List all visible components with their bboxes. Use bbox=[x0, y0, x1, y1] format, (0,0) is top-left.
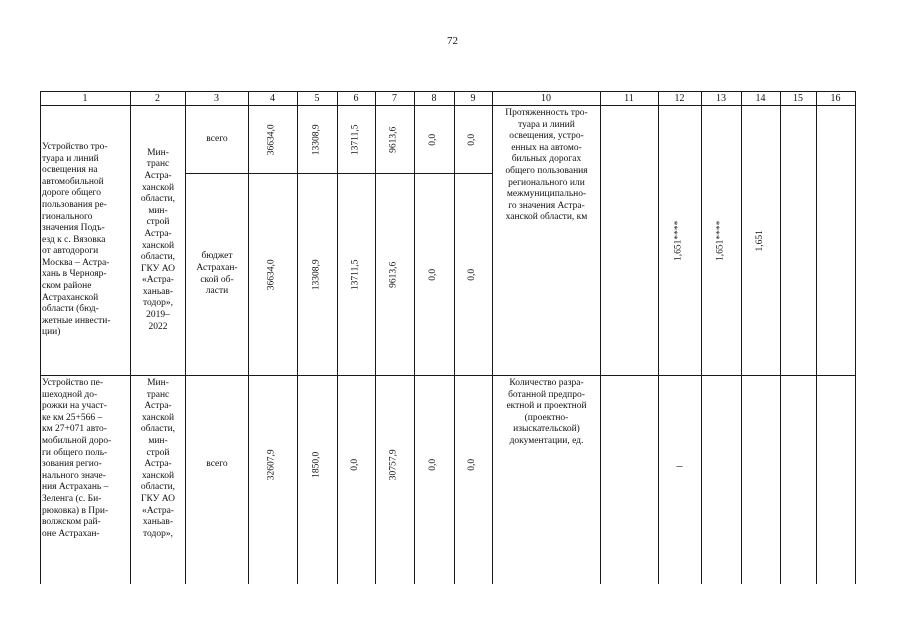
col-divider-14 bbox=[780, 91, 781, 584]
col-divider-15 bbox=[816, 91, 817, 584]
header-col-9: 9 bbox=[470, 92, 476, 104]
row2-name: Устройство пе- шеходной до- рожки на участ- ке км 25+566 – км 27+071 авто- мобильной доро- ги общего поль- зования регио- нального значе- ния Астрахань – Зеленга (с. Би- рюковка) в При- волжском рай- оне Астрахан- bbox=[42, 378, 112, 539]
row1-total-col6-value: 13711,5 bbox=[350, 124, 361, 155]
row2-col8 bbox=[414, 376, 454, 554]
header-col-16: 16 bbox=[830, 92, 841, 104]
row2-col6-value: 0,0 bbox=[350, 459, 361, 471]
header-col-11: 11 bbox=[624, 92, 634, 104]
row1-total-col4 bbox=[248, 106, 297, 173]
row1-budget-col6-value: 13711,5 bbox=[350, 259, 361, 290]
row1-budget-col7-value: 9613,6 bbox=[388, 261, 399, 288]
row1-total-col9-value: 0,0 bbox=[467, 133, 478, 146]
row1-executor: Мин- транс Астра- ханской области, мин- строй Астра- ханской области, ГКУ АО «Астра- ханьав- тодор», 2019– 2022 bbox=[140, 147, 176, 332]
header-col-4: 4 bbox=[270, 92, 275, 104]
row1-total-col4-value: 36634,0 bbox=[266, 124, 277, 155]
row1-budget-col4-value: 36634,0 bbox=[266, 259, 277, 290]
row2-col5-value: 1850,0 bbox=[311, 451, 322, 479]
row1-budget-col5-value: 13308,9 bbox=[311, 259, 322, 290]
row1-budget-col8-value: 0,0 bbox=[428, 268, 439, 281]
row1-total-col8 bbox=[414, 106, 454, 173]
header-col-1: 1 bbox=[82, 92, 88, 104]
header-col-2: 2 bbox=[155, 92, 160, 104]
row1-budget-col7 bbox=[375, 174, 414, 375]
row1-budget-col4 bbox=[248, 174, 297, 375]
header-col-13: 13 bbox=[716, 92, 726, 104]
row2-col8-value: 0,0 bbox=[428, 459, 439, 471]
row2-source-total: всего bbox=[206, 459, 228, 470]
header-col-6: 6 bbox=[353, 92, 359, 104]
row2-col5 bbox=[297, 376, 337, 554]
row1-col13 bbox=[701, 106, 741, 375]
row2-indicator: Количество разра- ботанной предпро- ектной и проектной (проектно- изыскательской) документации, ед. bbox=[506, 378, 587, 446]
header-col-14: 14 bbox=[755, 92, 766, 104]
row2-col7-value: 30757,9 bbox=[388, 449, 399, 481]
row1-budget-col8 bbox=[414, 174, 454, 375]
row1-col12-value: 1,651**** bbox=[673, 220, 684, 261]
row1-budget-col5 bbox=[297, 174, 337, 375]
row2-executor: Мин- транс Астра- ханской области, мин- строй Астра- ханской области, ГКУ АО «Астра- ханьав- тодор», bbox=[140, 378, 176, 539]
table-border-left bbox=[40, 91, 41, 584]
row1-indicator: Протяженность тро- туара и линий освещения, устро- енных на автомо- бильных дорогах общего пользования регионального или межмуниципально- го значения Астра- ханской области, км bbox=[505, 108, 588, 223]
row1-total-col8-value: 0,0 bbox=[428, 133, 439, 146]
header-col-5: 5 bbox=[314, 92, 320, 104]
row1-total-col6 bbox=[337, 106, 375, 173]
row1-total-col9 bbox=[454, 106, 492, 173]
row1-col12 bbox=[658, 106, 701, 375]
row1-source-total: всего bbox=[206, 133, 228, 144]
header-col-12: 12 bbox=[674, 92, 685, 104]
row1-total-col5-value: 13308,9 bbox=[311, 124, 322, 155]
header-col-8: 8 bbox=[431, 92, 437, 104]
row1-col13-value: 1,651**** bbox=[715, 220, 726, 261]
header-col-7: 7 bbox=[392, 92, 397, 104]
row2-col9 bbox=[454, 376, 492, 554]
table-border-right bbox=[855, 91, 856, 584]
row1-budget-col9 bbox=[454, 174, 492, 375]
row1-budget-col6 bbox=[337, 174, 375, 375]
row2-col12: – bbox=[676, 458, 683, 473]
row2-col7 bbox=[375, 376, 414, 554]
row1-total-col7-value: 9613,6 bbox=[388, 126, 399, 153]
row2-col4 bbox=[248, 376, 297, 554]
header-col-10: 10 bbox=[541, 92, 551, 104]
row1-col14-value: 1,651 bbox=[754, 229, 765, 252]
row2-col6 bbox=[337, 376, 375, 554]
data-table bbox=[40, 91, 856, 584]
row1-budget-col9-value: 0,0 bbox=[467, 268, 478, 281]
header-col-15: 15 bbox=[793, 92, 803, 104]
row1-total-col7 bbox=[375, 106, 414, 173]
row1-source-budget: бюджет Астрахан- ской об- ласти bbox=[196, 251, 238, 297]
row2-col9-value: 0,0 bbox=[467, 459, 478, 471]
col-divider-10 bbox=[600, 91, 601, 584]
row1-name: Устройство тро- туара и линий освещения на автомобильной дороге общего пользования ре- гионального значения Подъ- езд к с. Вязовка от автодороги Москва – Астра- хань в Чернояр- ском районе Астраханской области (бюд- жетные инвести- ции) bbox=[42, 141, 111, 338]
page-number: 72 bbox=[447, 35, 458, 47]
row1-total-col5 bbox=[297, 106, 337, 173]
row2-col4-value: 32607,9 bbox=[266, 449, 277, 481]
header-col-3: 3 bbox=[214, 92, 219, 104]
row1-col14 bbox=[741, 106, 780, 375]
